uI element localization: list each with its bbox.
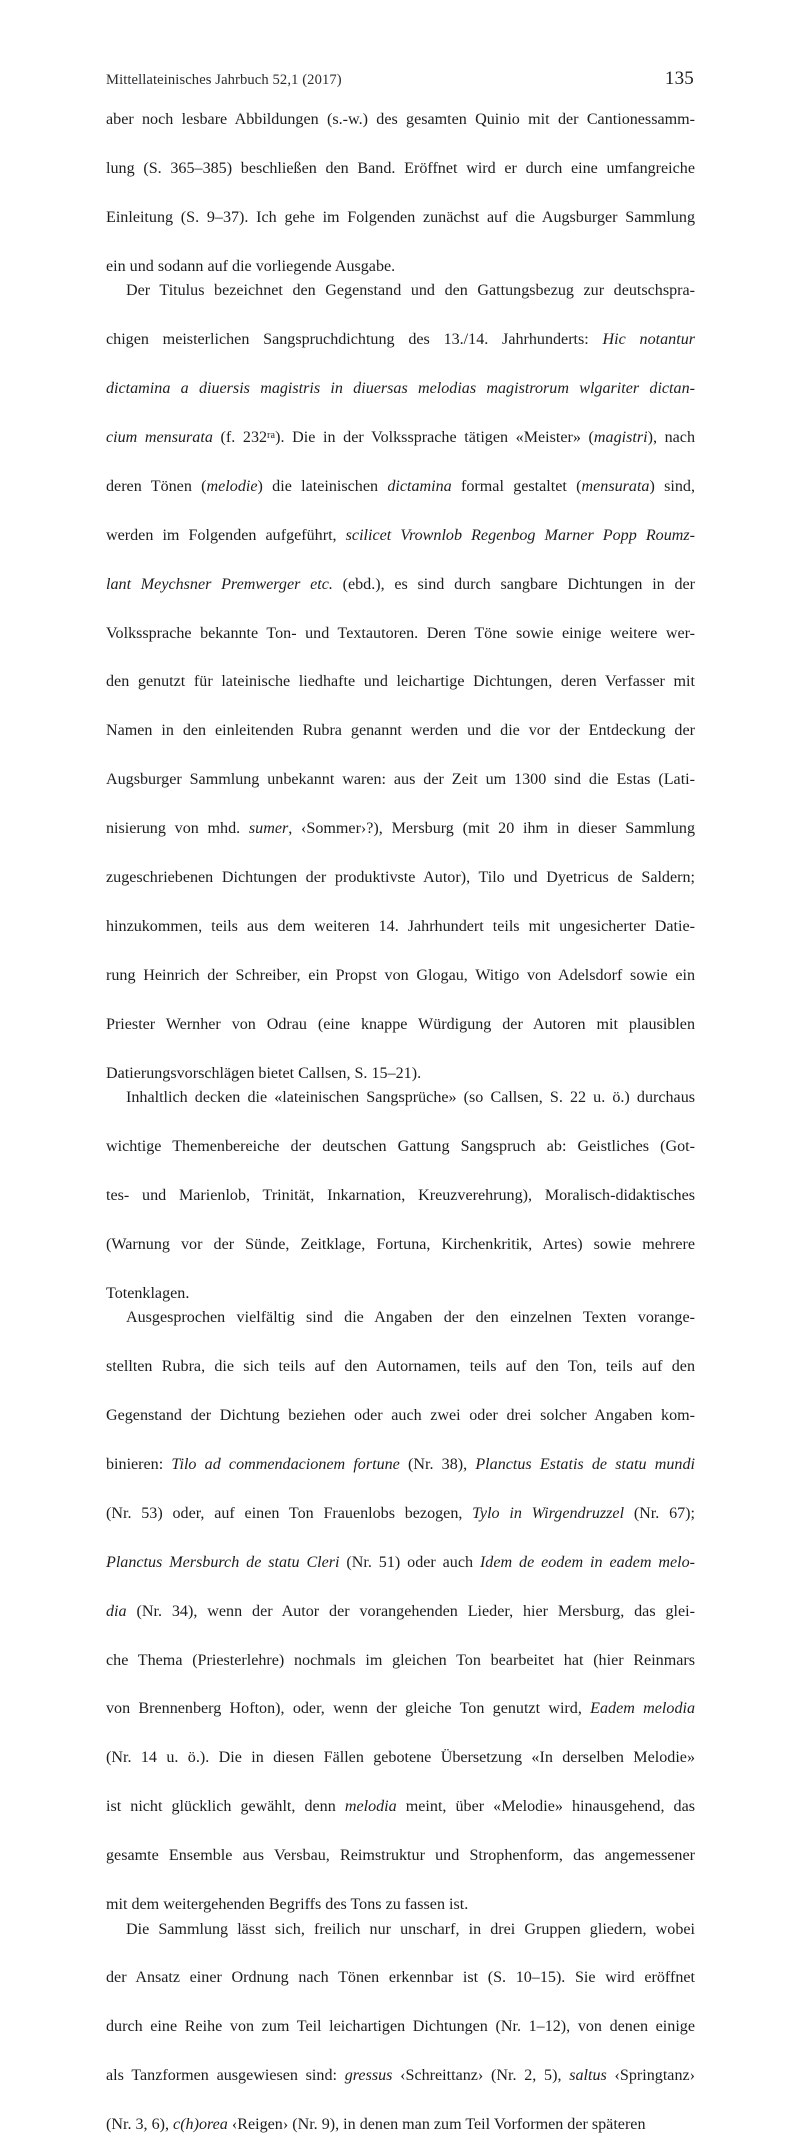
text-line: aber noch lesbare Abbildungen (s.-w.) des gesamten Quinio mit der Cantionessamm- bbox=[106, 111, 695, 128]
text-line: der Ansatz einer Ordnung nach Tönen erkennbar ist (S. 10–15). Sie wird eröffnet bbox=[106, 1969, 695, 1987]
italic-phrase: dictamina bbox=[387, 477, 452, 495]
text-line: lung (S. 365–385) beschließen den Band. Eröffnet wird er durch eine umfangreiche bbox=[106, 159, 695, 177]
text-line: durch eine Reihe von zum Teil leichartigen Dichtungen (Nr. 1–12), von denen einige bbox=[106, 2018, 695, 2036]
italic-phrase: Tilo ad commendacionem fortune bbox=[171, 1455, 400, 1473]
text-line: stellten Rubra, die sich teils auf den Autornamen, teils auf den Ton, teils auf den bbox=[106, 1358, 695, 1376]
text-line: Ausgesprochen vielfältig sind die Angaben der den einzelnen Texten vorange- bbox=[126, 1309, 695, 1327]
text-line: gesamte Ensemble aus Versbau, Reimstruktur und Strophenform, das angemessener bbox=[106, 1847, 695, 1865]
text-line: (Nr. 14 u. ö.). Die in diesen Fällen gebotene Übersetzung «In derselben Melodie» bbox=[106, 1749, 695, 1767]
italic-phrase: saltus bbox=[569, 2067, 607, 2085]
italic-phrase: Planctus Estatis de statu mundi bbox=[475, 1455, 695, 1473]
text-line: (Warnung vor der Sünde, Zeitklage, Fortuna, Kirchenkritik, Artes) sowie mehrere bbox=[106, 1235, 695, 1253]
italic-phrase: mensurata bbox=[581, 477, 650, 495]
running-head bbox=[106, 68, 694, 92]
text-line: rung Heinrich der Schreiber, ein Propst von Glogau, Witigo von Adelsdorf sowie ein bbox=[106, 966, 695, 984]
text-line: dia (Nr. 34), wenn der Autor der vorangehenden Lieder, hier Mersburg, das glei- bbox=[106, 1602, 695, 1620]
text-line: Planctus Mersburch de statu Cleri (Nr. 51) oder auch Idem de eodem in eadem melo- bbox=[106, 1553, 695, 1571]
text-line: ist nicht glücklich gewählt, denn melodia meint, über «Melodie» hinausgehend, das bbox=[106, 1798, 695, 1816]
text-line: von Brennenberg Hofton), oder, wenn der gleiche Ton genutzt wird, Eadem melodia bbox=[106, 1700, 696, 1718]
italic-phrase: melodie bbox=[206, 477, 258, 495]
italic-phrase: dia bbox=[106, 1602, 127, 1620]
italic-phrase: magistri bbox=[593, 428, 648, 446]
text-line: Namen in den einleitenden Rubra genannt werden und die vor der Entdeckung der bbox=[106, 722, 695, 740]
text-line: chigen meisterlichen Sangspruchdichtung des 13./14. Jahrhunderts: Hic notantur bbox=[106, 331, 696, 349]
paragraph bbox=[106, 1306, 695, 1917]
italic-phrase: dictamina a diuersis magistris in diuersas melodias magistrorum wlgariter dictan- bbox=[106, 379, 695, 397]
text-line: Einleitung (S. 9–37). Ich gehe im Folgenden zunächst auf die Augsburger Sammlung bbox=[106, 208, 695, 226]
text-line: nisierung von mhd. sumer, ‹Sommer›?), Mersburg (mit 20 ihm in dieser Sammlung bbox=[106, 820, 695, 838]
text-line: Der Titulus bezeichnet den Gegenstand und den Gattungsbezug zur deutschspra- bbox=[126, 282, 695, 300]
text-line: che Thema (Priesterlehre) nochmals im gleichen Ton bearbeitet hat (hier Reinmars bbox=[106, 1651, 695, 1669]
page-number: 135 bbox=[664, 68, 694, 89]
text-line: wichtige Themenbereiche der deutschen Gattung Sangspruch ab: Geistliches (Got- bbox=[106, 1138, 695, 1156]
text-line: zugeschriebenen Dichtungen der produktivste Autor), Tilo und Dyetricus de Saldern; bbox=[106, 869, 695, 887]
italic-phrase: lant Meychsner Premwerger etc. bbox=[106, 575, 333, 593]
text-line: lant Meychsner Premwerger etc. (ebd.), es sind durch sangbare Dichtungen in der bbox=[106, 575, 695, 593]
folio-superscript: ra bbox=[267, 429, 276, 441]
paragraph bbox=[106, 1918, 695, 2138]
text-line: Datierungsvorschlägen bietet Callsen, S. 15–21). bbox=[106, 1064, 422, 1082]
italic-phrase: Eadem melodia bbox=[590, 1700, 696, 1718]
italic-phrase: cium mensurata bbox=[106, 428, 213, 446]
text-line: cium mensurata (f. $232^{ra}$). Die in der Volkssprache tätigen «Meister» (magistri), nach bbox=[106, 428, 695, 446]
text-line: tes- und Marienlob, Trinität, Inkarnation, Kreuzverehrung), Moralisch-didaktisches bbox=[106, 1186, 695, 1204]
text-line: als Tanzformen ausgewiesen sind: gressus ‹Schreittanz› (Nr. 2, 5), saltus ‹Springtanz› bbox=[106, 2067, 696, 2085]
italic-phrase: c(h)orea bbox=[173, 2116, 228, 2134]
text-line: Totenklagen. bbox=[106, 1284, 190, 1302]
italic-phrase: melodia bbox=[344, 1798, 397, 1816]
text-line: binieren: Tilo ad commendacionem fortune (Nr. 38), Planctus Estatis de statu mundi bbox=[106, 1455, 695, 1473]
text-line: (Nr. 3, 6), c(h)orea ‹Reigen› (Nr. 9), in denen man zum Teil Vorformen der späteren bbox=[106, 2116, 646, 2134]
text-line: Inhaltlich decken die «lateinischen Sangsprüche» (so Callsen, S. 22 u. ö.) durchaus bbox=[126, 1089, 695, 1107]
text-line: Die Sammlung lässt sich, freilich nur unscharf, in drei Gruppen gliedern, wobei bbox=[126, 1920, 695, 1938]
text-line: ein und sodann auf die vorliegende Ausgabe. bbox=[106, 257, 396, 275]
italic-phrase: gressus bbox=[344, 2067, 393, 2085]
italic-phrase: Tylo in Wirgendruzzel bbox=[472, 1504, 625, 1522]
running-head-journal-title: Mittellateinisches Jahrbuch 52,1 (2017) bbox=[106, 72, 342, 88]
text-line: Volkssprache bekannte Ton- und Textautoren. Deren Töne sowie einige weitere wer- bbox=[106, 624, 695, 642]
paragraph bbox=[106, 108, 695, 279]
text-line bbox=[106, 377, 695, 426]
text-line: hinzukommen, teils aus dem weiteren 14. Jahrhundert teils mit ungesicherter Datie- bbox=[106, 917, 695, 935]
text-line: (Nr. 53) oder, auf einen Ton Frauenlobs bezogen, Tylo in Wirgendruzzel (Nr. 67); bbox=[106, 1504, 695, 1522]
italic-phrase: Idem de eodem in eadem melo- bbox=[479, 1553, 695, 1571]
text-line: deren Tönen (melodie) die lateinischen dictamina formal gestaltet (mensurata) sind, bbox=[106, 477, 696, 495]
paragraph bbox=[106, 279, 695, 1086]
text-line: werden im Folgenden aufgeführt, scilicet Vrownlob Regenbog Marner Popp Roumz- bbox=[106, 526, 696, 544]
text-line: Priester Wernher von Odrau (eine knappe Würdigung der Autoren mit plausiblen bbox=[106, 1015, 695, 1033]
italic-phrase: sumer bbox=[248, 820, 289, 838]
text-line: den genutzt für lateinische liedhafte und leichartige Dichtungen, deren Verfasser mit bbox=[106, 673, 695, 691]
italic-phrase: Hic notantur bbox=[602, 331, 696, 349]
paragraph bbox=[106, 1086, 695, 1306]
italic-phrase: scilicet Vrownlob Regenbog Marner Popp Roumz- bbox=[345, 526, 696, 544]
text-line: Gegenstand der Dichtung beziehen oder auch zwei oder drei solcher Angaben kom- bbox=[106, 1407, 695, 1425]
body-text-block bbox=[106, 108, 695, 2138]
text-line: mit dem weitergehenden Begriffs des Tons zu fassen ist. bbox=[106, 1896, 469, 1914]
italic-phrase: Planctus Mersburch de statu Cleri bbox=[106, 1553, 340, 1571]
text-line: Augsburger Sammlung unbekannt waren: aus der Zeit um 1300 sind die Estas (Lati- bbox=[106, 771, 695, 789]
